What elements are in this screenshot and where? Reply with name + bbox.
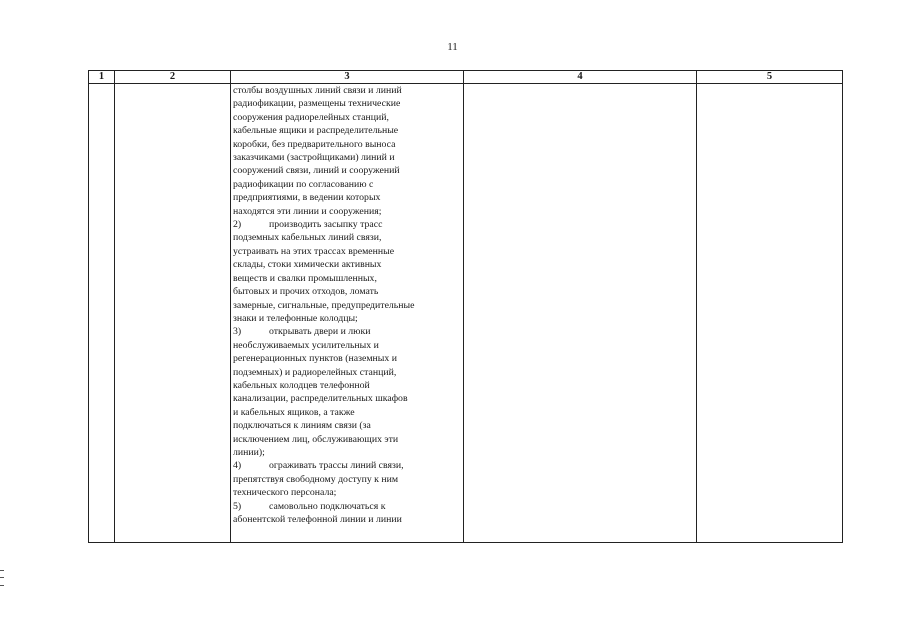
text-line [233,486,461,499]
text-line [233,191,461,204]
line-text: знаки и телефонные колодцы; [233,312,358,324]
header-col-4: 4 [464,71,697,84]
line-text: веществ и свалки промышленных, [233,272,377,284]
cell-col-5 [697,84,843,543]
text-line [233,325,461,338]
line-text: кабельных колодцев телефонной [233,379,370,391]
header-row [89,71,843,84]
text-line [233,312,461,325]
text-line [233,245,461,258]
text-line [233,339,461,352]
text-line [233,111,461,124]
line-text: производить засыпку трасс [269,219,383,231]
text-line [233,151,461,164]
list-number: 5) [233,500,242,512]
line-text: радиофикации по согласованию с [233,178,374,190]
text-line [233,164,461,177]
line-text: подключаться к линиям связи (за [233,420,371,432]
text-line [233,366,461,379]
header-col-5: 5 [697,71,843,84]
text-line [233,138,461,151]
text-line [233,231,461,244]
list-number: 2) [233,219,242,231]
text-line [233,272,461,285]
line-text: регенерационных пунктов (наземных и [233,353,397,365]
text-line [233,473,461,486]
line-text: и кабельных ящиков, а также [233,406,355,418]
list-number: 3) [233,326,242,338]
text-line [233,419,461,432]
text-line [233,299,461,312]
text-line [233,285,461,298]
text-line [233,218,461,231]
line-text: линии); [233,446,265,458]
text-line [233,392,461,405]
cell-col-2 [115,84,231,543]
text-line [233,513,461,526]
line-text: препятствуя свободному доступу к ним [233,473,399,485]
text-line [233,352,461,365]
line-text: сооружений связи, линий и сооружений [233,165,400,177]
table-row [89,84,843,543]
line-text: подземных кабельных линий связи, [233,232,382,244]
line-text: находятся эти линии и сооружения; [233,205,382,217]
header-col-2: 2 [115,71,231,84]
line-text: открывать двери и люки [269,326,371,338]
line-text: устраивать на этих трассах временные [233,245,395,257]
text-line [233,84,461,97]
text-line [233,258,461,271]
line-text: предприятиями, в ведении которых [233,192,381,204]
text-line [233,178,461,191]
header-col-3: 3 [231,71,464,84]
line-text: кабельные ящики и распределительные [233,125,399,137]
text-line [233,433,461,446]
line-text: замерные, сигнальные, предупредительные [233,299,415,311]
margin-mark [0,570,4,586]
line-text: самовольно подключаться к [269,500,386,512]
page-number: 11 [447,41,458,53]
line-text: склады, стоки химически активных [233,259,382,271]
header-col-1: 1 [89,71,115,84]
text-line [233,379,461,392]
list-number: 4) [233,460,242,472]
line-text: исключением лиц, обслуживающих эти [233,433,399,445]
line-text: канализации, распределительных шкафов [233,393,408,405]
cell-col-4 [464,84,697,543]
text-line [233,205,461,218]
text-line [233,500,461,513]
line-text: столбы воздушных линий связи и линий [233,85,402,96]
text-line [233,406,461,419]
line-text: радиофикации, размещены технические [233,98,401,110]
cell-col-1 [89,84,115,543]
line-text: заказчиками (застройщиками) линий и [233,152,395,164]
line-text: ограживать трассы линий связи, [269,460,404,472]
document-table [88,70,843,543]
line-text: бытовых и прочих отходов, ломать [233,286,379,298]
text-line [233,97,461,110]
line-text: подземных) и радиорелейных станций, [233,366,397,378]
text-line [233,459,461,472]
line-text: коробки, без предварительного выноса [233,138,396,150]
line-text: сооружения радиорелейных станций, [233,111,389,123]
line-text: технического персонала; [233,487,337,499]
text-line [233,446,461,459]
text-line [233,124,461,137]
cell-col-3-text [231,84,464,543]
line-text: необслуживаемых усилительных и [233,339,379,351]
line-text: абонентской телефонной линии и линии [233,514,402,525]
